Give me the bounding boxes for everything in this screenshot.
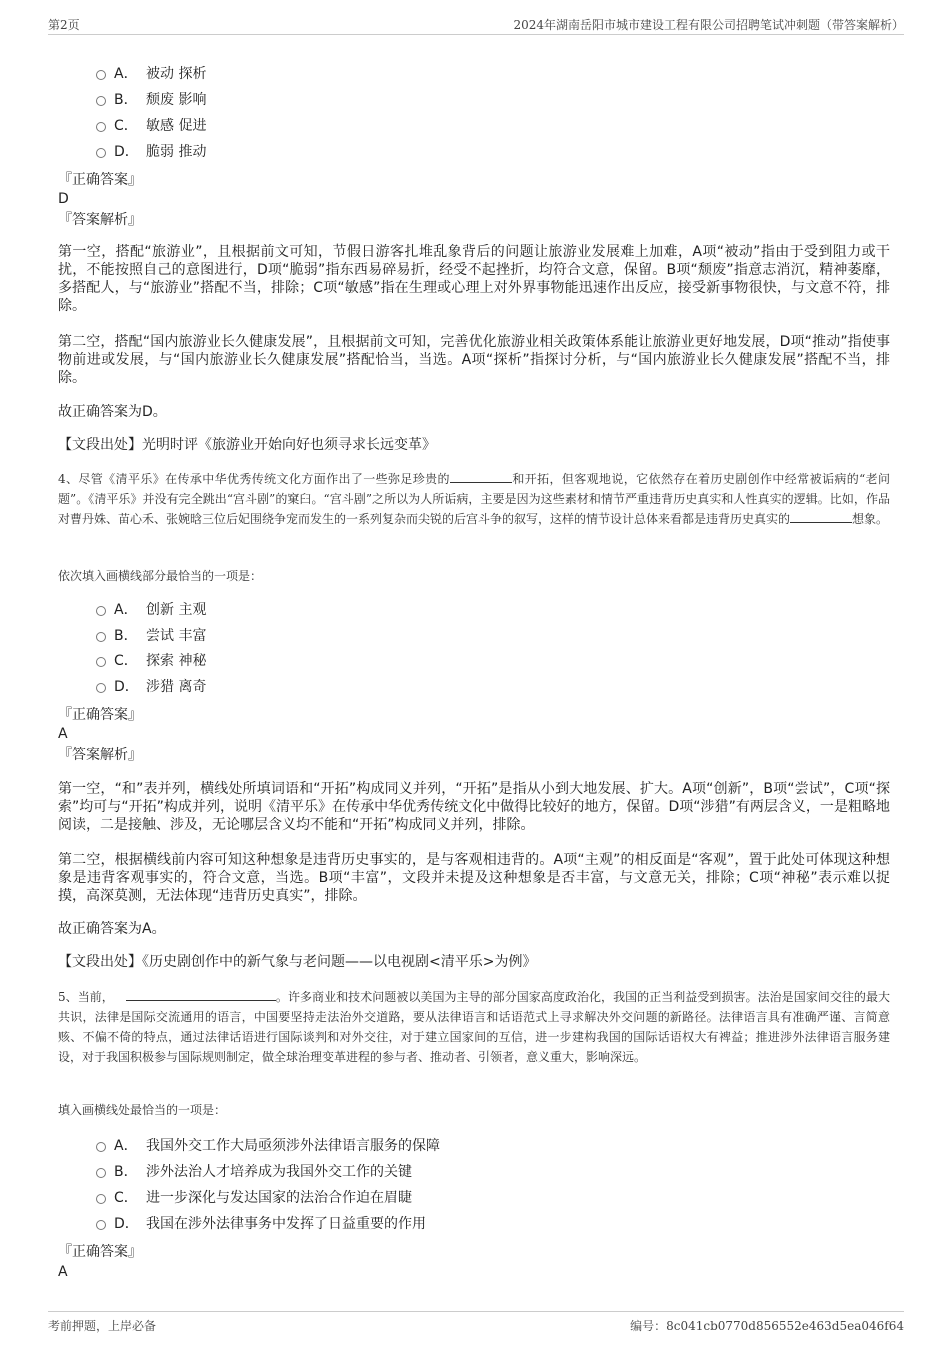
radio-icon[interactable] <box>96 1168 106 1178</box>
option-a[interactable]: A． 创新 主观 <box>96 600 206 620</box>
option-d[interactable]: D． 涉猎 离奇 <box>96 677 206 697</box>
option-d[interactable]: D． 我国在涉外法律事务中发挥了日益重要的作用 <box>96 1214 426 1234</box>
radio-icon[interactable] <box>96 1142 106 1152</box>
answer-value: A <box>58 726 68 742</box>
document-title: 2024年湖南岳阳市城市建设工程有限公司招聘笔试冲刺题（带答案解析） <box>513 18 904 32</box>
radio-icon[interactable] <box>96 632 106 642</box>
fill-blank <box>790 510 852 523</box>
analysis-conclusion: 故正确答案为D。 <box>58 404 167 420</box>
analysis-conclusion: 故正确答案为A。 <box>58 921 166 937</box>
document-code: 编号：8c041cb0770d856552e463d5ea046f64 <box>630 1319 904 1333</box>
question-stem: 4、尽管《清平乐》在传承中华优秀传统文化方面作出了一些弥足珍贵的 和开拓，但客观地说，它依然存在着历史剧创作中经常被诟病的“老问题”。《清平乐》并没有完全跳出“宫斗剧”的窠臼。“宫斗剧”之所以为人所诟病，主要是因为这些素材和情节严重违背历史真实和人性真实的逻辑。比如，作品对曹丹姝、苗心禾、张婉晗三位后妃围绕争宠而发生的一系列复杂而尖锐的后宫斗争的叙写，这样的情节设计总体来看都是违背历史真实的 想象。 <box>58 472 891 526</box>
radio-icon[interactable] <box>96 148 106 158</box>
source-citation: 【文段出处】光明时评《旅游业开始向好也须寻求长远变革》 <box>58 437 436 453</box>
fill-blank <box>450 470 512 483</box>
radio-icon[interactable] <box>96 1220 106 1230</box>
page-header <box>48 14 904 35</box>
option-d[interactable]: D． 脆弱 推动 <box>96 142 206 162</box>
answer-value: A <box>58 1264 68 1280</box>
analysis-paragraph: 第二空，根据横线前内容可知这种想象是违背历史事实的，是与客观相违背的。A项“主观”的相反面是“客观”，置于此处可体现这种想象是违背客观事实的，符合文意，当选。B项“丰富”，文段并未提及这种想象是否丰富，与文意无关，排除；C项“神秘”表示难以捉摸，高深莫测，无法体现“违背历史真实”，排除。 <box>58 852 890 904</box>
question-prompt: 填入画横线处最恰当的一项是： <box>58 1103 227 1117</box>
radio-icon[interactable] <box>96 683 106 693</box>
fill-blank <box>126 988 276 1001</box>
radio-icon[interactable] <box>96 70 106 80</box>
option-c[interactable]: C． 探索 神秘 <box>96 651 206 671</box>
radio-icon[interactable] <box>96 96 106 106</box>
question-stem: 5、当前， 。许多商业和技术问题被以美国为主导的部分国家高度政治化，我国的正当利益受到损害。法治是国家间交往的最大共识，法律是国际交流通用的语言，中国要坚持走法治外交道路，要从法律语言和话语范式上寻求解决外交问题的新路径。法律语言具有准确严谨、言简意赅、不偏不倚的特点，通过法律话语进行国际谈判和对外交往，对于建立国家间的互信，进一步建构我国的国际话语权大有裨益；推进涉外法律语言服务建设，对于我国积极参与国际规则制定，做全球治理变革进程的参与者、推动者、引领者，意义重大，影响深远。 <box>58 990 890 1064</box>
analysis-paragraph: 第二空，搭配“国内旅游业长久健康发展”，且根据前文可知，完善优化旅游业相关政策体系能让旅游业更好地发展，D项“推动”指使事物前进或发展，与“国内旅游业长久健康发展”搭配恰当，当选。A项“探析”指探讨分析，与“国内旅游业长久健康发展”搭配不当，排除。 <box>58 334 890 386</box>
answer-value: D <box>58 191 69 207</box>
answer-label: 『正确答案』 <box>58 172 142 188</box>
page-footer <box>48 1311 904 1334</box>
option-c[interactable]: C． 进一步深化与发达国家的法治合作迫在眉睫 <box>96 1188 412 1208</box>
radio-icon[interactable] <box>96 1194 106 1204</box>
analysis-label: 『答案解析』 <box>58 212 142 228</box>
option-a[interactable]: A． 我国外交工作大局亟须涉外法律语言服务的保障 <box>96 1136 440 1156</box>
option-b[interactable]: B． 颓废 影响 <box>96 90 206 110</box>
radio-icon[interactable] <box>96 606 106 616</box>
analysis-paragraph: 第一空，“和”表并列，横线处所填词语和“开拓”构成同义并列，“开拓”是指从小到大地发展、扩大。A项“创新”，B项“尝试”，C项“探索”均可与“开拓”构成并列，说明《清平乐》在传承中华优秀传统文化中做得比较好的地方，保留。D项“涉猎”有两层含义，一是粗略地阅读，二是接触、涉及，无论哪层含义均不能和“开拓”构成同义并列，排除。 <box>58 781 890 833</box>
option-b[interactable]: B． 尝试 丰富 <box>96 626 206 646</box>
option-c[interactable]: C． 敏感 促进 <box>96 116 206 136</box>
radio-icon[interactable] <box>96 657 106 667</box>
option-b[interactable]: B． 涉外法治人才培养成为我国外交工作的关键 <box>96 1162 412 1182</box>
analysis-paragraph: 第一空，搭配“旅游业”，且根据前文可知，节假日游客扎堆乱象背后的问题让旅游业发展难上加难，A项“被动”指由于受到阻力或干扰，不能按照自己的意图进行，D项“脆弱”指东西易碎易折，经受不起挫折，均符合文意，保留。B项“颓废”指意志消沉，精神萎靡，多搭配人，与“旅游业”搭配不当，排除；C项“敏感”指在生理或心理上对外界事物能迅速作出反应，接受新事物很快，与文意不符，排除。 <box>58 244 890 314</box>
footer-slogan: 考前押题，上岸必备 <box>48 1319 157 1333</box>
radio-icon[interactable] <box>96 122 106 132</box>
answer-label: 『正确答案』 <box>58 707 142 723</box>
option-a[interactable]: A． 被动 探析 <box>96 64 206 84</box>
question-prompt: 依次填入画横线部分最恰当的一项是： <box>58 569 263 583</box>
answer-label: 『正确答案』 <box>58 1244 142 1260</box>
source-citation: 【文段出处】《历史剧创作中的新气象与老问题——以电视剧<清平乐>为例》 <box>58 954 537 970</box>
analysis-label: 『答案解析』 <box>58 747 142 763</box>
page-number: 第2页 <box>48 18 80 32</box>
